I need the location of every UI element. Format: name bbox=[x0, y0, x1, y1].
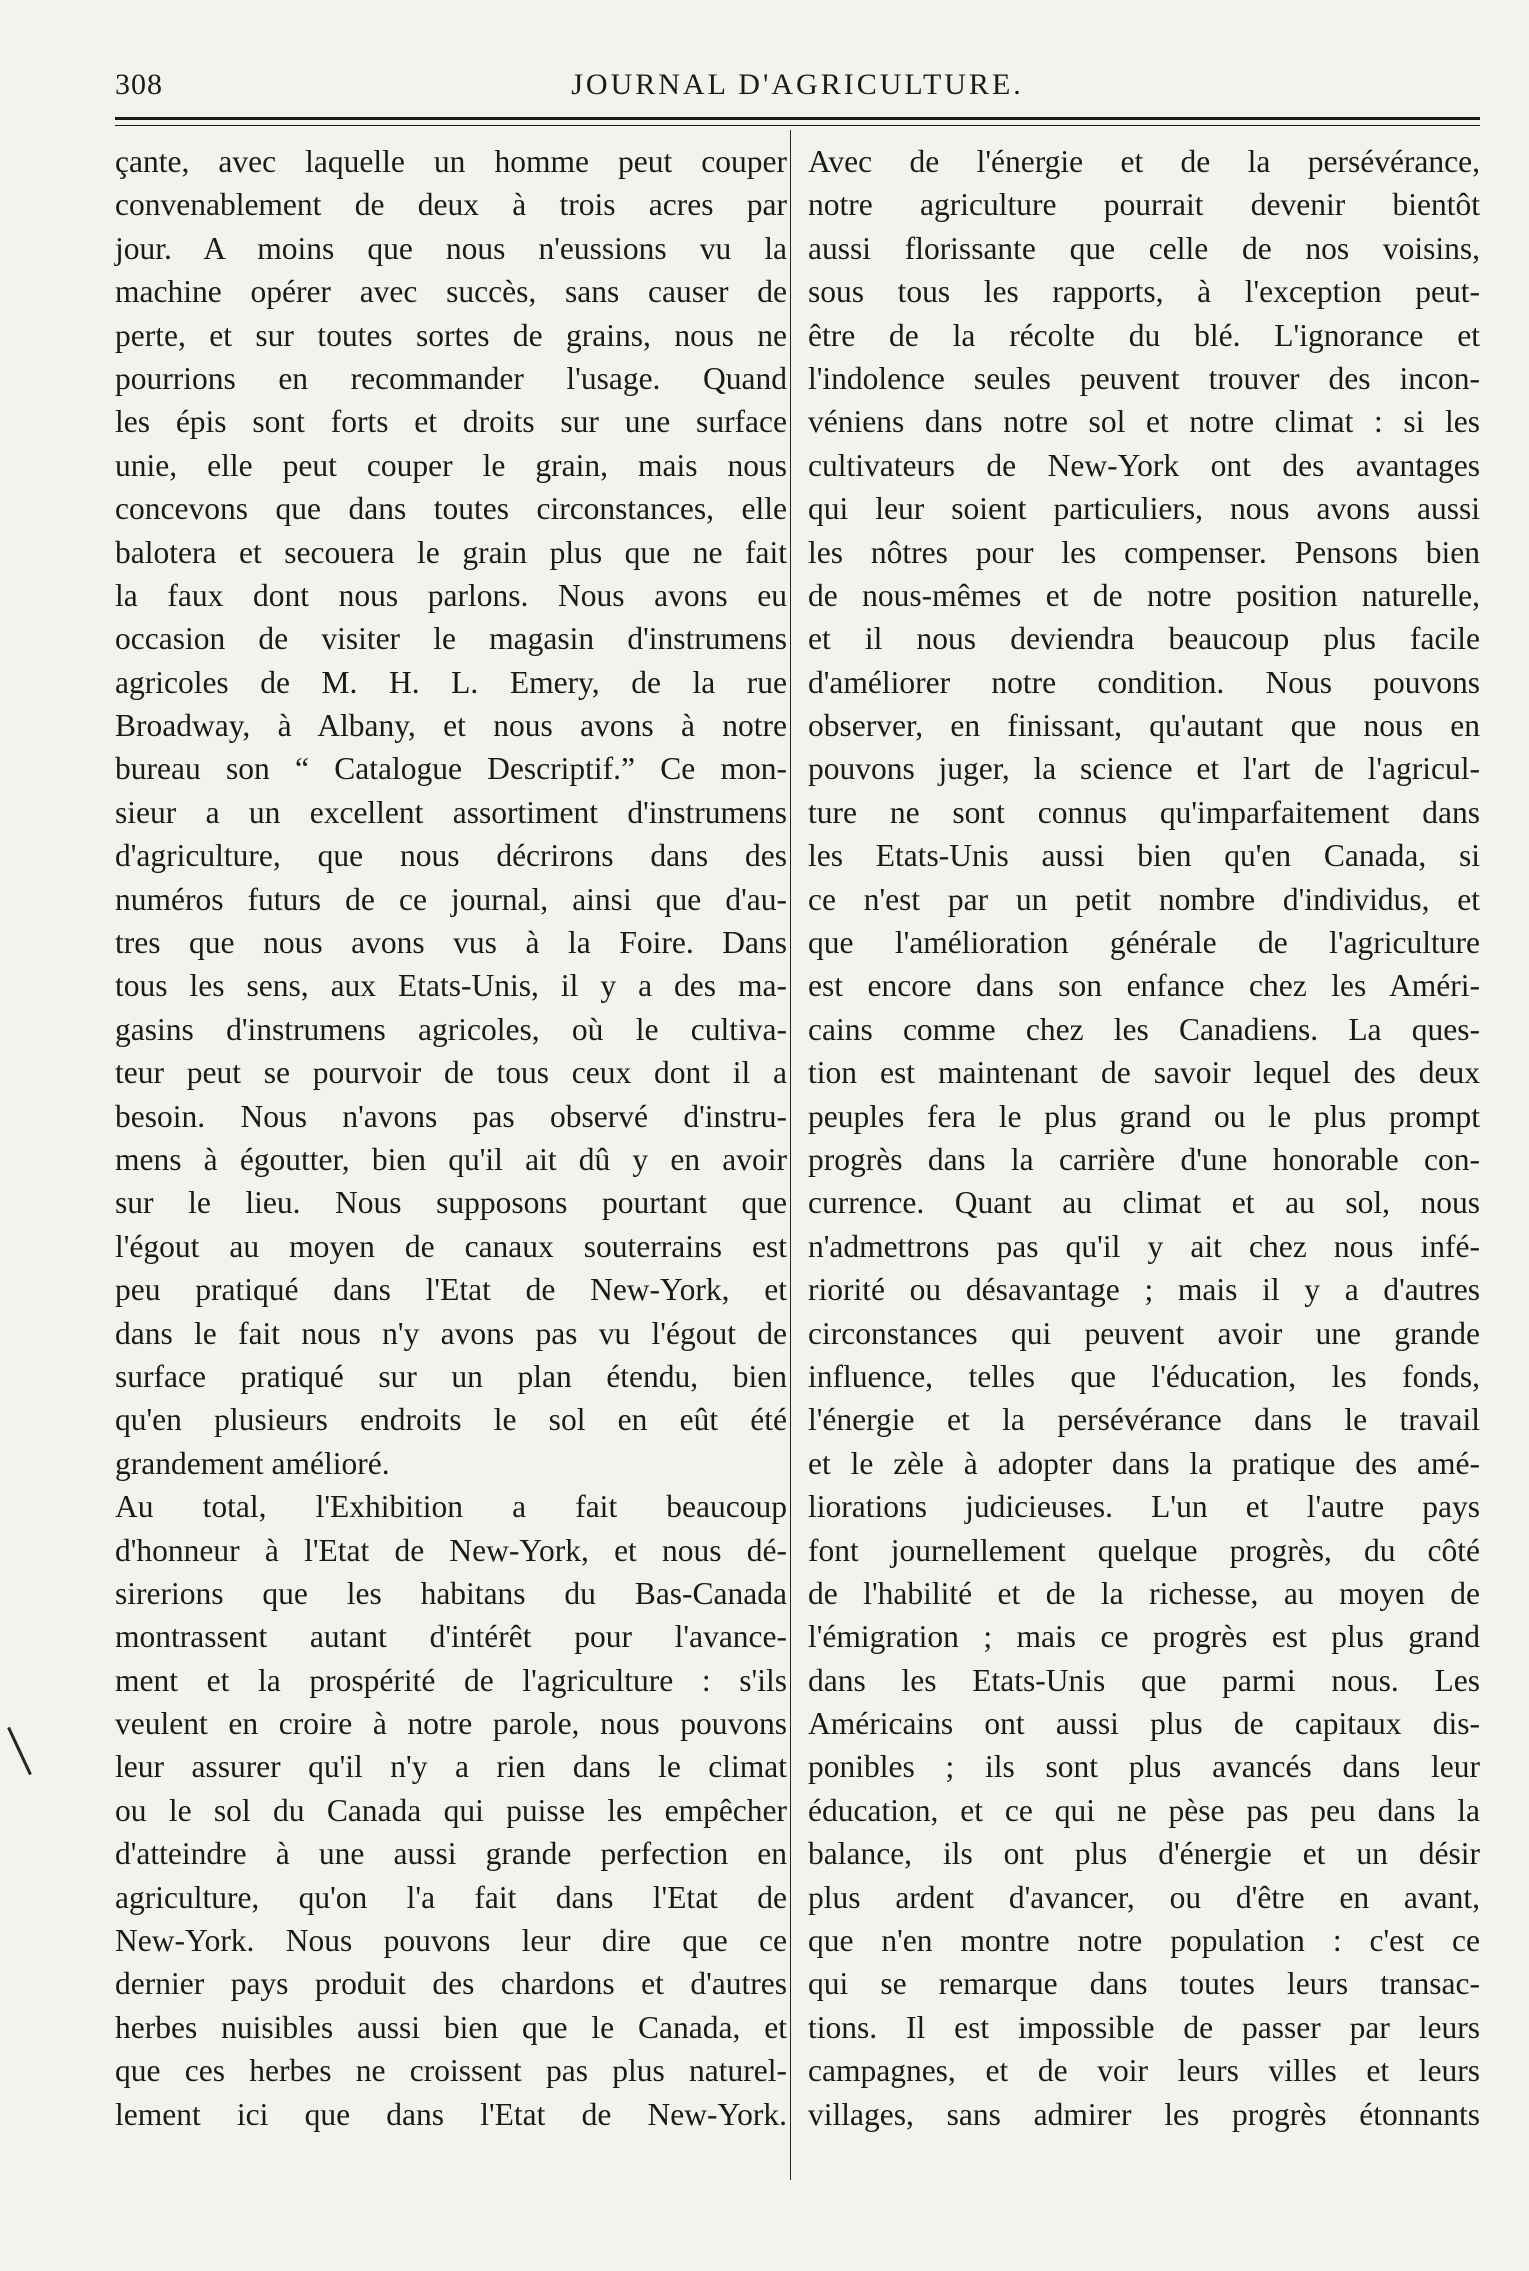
right-column bbox=[808, 140, 1480, 2136]
text-line: machine opérer avec succès, sans causer de bbox=[115, 274, 787, 310]
text-line: sirerions que les habitans du Bas-Canada bbox=[115, 1575, 787, 1611]
page-header bbox=[115, 68, 1480, 112]
text-line: sieur a un excellent assortiment d'instrumens bbox=[115, 794, 787, 830]
margin-mark bbox=[7, 1727, 32, 1775]
text-line: peu pratiqué dans l'Etat de New-York, et bbox=[115, 1272, 787, 1308]
text-line: l'égout au moyen de canaux souterrains est bbox=[115, 1228, 787, 1264]
text-line: jour. A moins que nous n'eussions vu la bbox=[115, 230, 787, 266]
text-line: cultivateurs de New-York ont des avantages bbox=[808, 447, 1480, 483]
text-line: pourrions en recommander l'usage. Quand bbox=[115, 360, 787, 396]
text-line: Avec de l'énergie et de la persévérance, bbox=[808, 144, 1480, 179]
text-line: besoin. Nous n'avons pas observé d'instru- bbox=[115, 1098, 787, 1134]
text-line: circonstances qui peuvent avoir une grande bbox=[808, 1315, 1480, 1351]
text-line: aussi florissante que celle de nos voisins, bbox=[808, 230, 1480, 266]
text-line: font journellement quelque progrès, du côté bbox=[808, 1532, 1480, 1568]
text-line: balotera et secouera le grain plus que ne fait bbox=[115, 534, 787, 570]
text-line: sous tous les rapports, à l'exception peut- bbox=[808, 274, 1480, 310]
text-line: n'admettrons pas qu'il y ait chez nous infé- bbox=[808, 1228, 1480, 1264]
text-line: veulent en croire à notre parole, nous pouvons bbox=[115, 1706, 787, 1742]
text-line: éducation, et ce qui ne pèse pas peu dans la bbox=[808, 1792, 1480, 1828]
text-line: tous les sens, aux Etats-Unis, il y a des ma- bbox=[115, 968, 787, 1004]
text-line: sur le lieu. Nous supposons pourtant que bbox=[115, 1185, 787, 1221]
text-line: dans les Etats-Unis que parmi nous. Les bbox=[808, 1662, 1480, 1698]
text-line: Américains ont aussi plus de capitaux dis- bbox=[808, 1706, 1480, 1742]
text-line: riorité ou désavantage ; mais il y a d'autres bbox=[808, 1272, 1480, 1308]
text-line: ou le sol du Canada qui puisse les empêcher bbox=[115, 1792, 787, 1828]
text-line: Broadway, à Albany, et nous avons à notre bbox=[115, 708, 787, 744]
text-line: que n'en montre notre population : c'est ce bbox=[808, 1923, 1480, 1959]
text-line: les nôtres pour les compenser. Pensons bien bbox=[808, 534, 1480, 570]
text-line: de l'habilité et de la richesse, au moyen de bbox=[808, 1575, 1480, 1611]
text-line: dans le fait nous n'y avons pas vu l'égout de bbox=[115, 1315, 787, 1351]
text-line: les Etats-Unis aussi bien qu'en Canada, si bbox=[808, 838, 1480, 874]
text-line: tions. Il est impossible de passer par leurs bbox=[808, 2009, 1480, 2045]
running-title: JOURNAL D'AGRICULTURE. bbox=[571, 68, 1024, 101]
text-line: peuples fera le plus grand ou le plus prompt bbox=[808, 1098, 1480, 1134]
text-line: qu'en plusieurs endroits le sol en eût été bbox=[115, 1402, 787, 1438]
header-rule-thin bbox=[115, 125, 1480, 126]
text-line: New-York. Nous pouvons leur dire que ce bbox=[115, 1923, 787, 1959]
text-line: de nous-mêmes et de notre position naturelle, bbox=[808, 577, 1480, 613]
text-line: liorations judicieuses. L'un et l'autre pays bbox=[808, 1489, 1480, 1525]
text-line: villages, sans admirer les progrès étonnants bbox=[808, 2096, 1480, 2132]
text-line: lement ici que dans l'Etat de New-York. bbox=[115, 2096, 787, 2132]
text-line: teur peut se pourvoir de tous ceux dont il a bbox=[115, 1055, 787, 1091]
text-line: ce n'est par un petit nombre d'individus, et bbox=[808, 881, 1480, 917]
text-line: ponibles ; ils sont plus avancés dans leur bbox=[808, 1749, 1480, 1785]
text-line: être de la récolte du blé. L'ignorance et bbox=[808, 317, 1480, 353]
text-line: d'atteindre à une aussi grande perfection en bbox=[115, 1836, 787, 1872]
text-line: surface pratiqué sur un plan étendu, bien bbox=[115, 1358, 787, 1394]
text-line: concevons que dans toutes circonstances, elle bbox=[115, 491, 787, 527]
text-line: occasion de visiter le magasin d'instrumens bbox=[115, 621, 787, 657]
text-line: d'agriculture, que nous décrirons dans des bbox=[115, 838, 787, 874]
text-line: plus ardent d'avancer, ou d'être en avant, bbox=[808, 1879, 1480, 1915]
text-line: est encore dans son enfance chez les Améri- bbox=[808, 968, 1480, 1004]
text-line: notre agriculture pourrait devenir bientôt bbox=[808, 187, 1480, 223]
text-line: l'indolence seules peuvent trouver des incon- bbox=[808, 360, 1480, 396]
text-line: que ces herbes ne croissent pas plus naturel- bbox=[115, 2053, 787, 2089]
text-line: unie, elle peut couper le grain, mais nous bbox=[115, 447, 787, 483]
text-line: et il nous deviendra beaucoup plus facile bbox=[808, 621, 1480, 657]
text-line: perte, et sur toutes sortes de grains, nous ne bbox=[115, 317, 787, 353]
text-line: agricoles de M. H. L. Emery, de la rue bbox=[115, 664, 787, 700]
text-line: balance, ils ont plus d'énergie et un désir bbox=[808, 1836, 1480, 1872]
text-line: numéros futurs de ce journal, ainsi que d'au- bbox=[115, 881, 787, 917]
text-line: ment et la prospérité de l'agriculture : s'ils bbox=[115, 1662, 787, 1698]
text-line: campagnes, et de voir leurs villes et leurs bbox=[808, 2053, 1480, 2089]
text-line: montrassent autant d'intérêt pour l'avance- bbox=[115, 1619, 787, 1655]
text-line: observer, en finissant, qu'autant que nous en bbox=[808, 708, 1480, 744]
text-line: d'améliorer notre condition. Nous pouvons bbox=[808, 664, 1480, 700]
text-line: d'honneur à l'Etat de New-York, et nous dé- bbox=[115, 1532, 787, 1568]
text-line: influence, telles que l'éducation, les fonds, bbox=[808, 1358, 1480, 1394]
text-line: çante, avec laquelle un homme peut couper bbox=[115, 144, 787, 179]
column-divider bbox=[790, 130, 791, 2180]
text-line: agriculture, qu'on l'a fait dans l'Etat de bbox=[115, 1879, 787, 1915]
text-line: Au total, l'Exhibition a fait beaucoup bbox=[115, 1489, 787, 1525]
text-line: herbes nuisibles aussi bien que le Canada, et bbox=[115, 2009, 787, 2045]
text-line: qui leur soient particuliers, nous avons aussi bbox=[808, 491, 1480, 527]
text-line: l'émigration ; mais ce progrès est plus grand bbox=[808, 1619, 1480, 1655]
text-line: currence. Quant au climat et au sol, nous bbox=[808, 1185, 1480, 1221]
left-column bbox=[115, 140, 787, 2136]
text-line: ture ne sont connus qu'imparfaitement dans bbox=[808, 794, 1480, 830]
text-line: cains comme chez les Canadiens. La ques- bbox=[808, 1011, 1480, 1047]
text-line: bureau son “ Catalogue Descriptif.” Ce mon- bbox=[115, 751, 787, 787]
text-line: et le zèle à adopter dans la pratique des amé- bbox=[808, 1445, 1480, 1481]
text-line: gasins d'instrumens agricoles, où le cultiva- bbox=[115, 1011, 787, 1047]
text-line: mens à égoutter, bien qu'il ait dû y en avoir bbox=[115, 1141, 787, 1177]
text-line: les épis sont forts et droits sur une surface bbox=[115, 404, 787, 440]
text-line: la faux dont nous parlons. Nous avons eu bbox=[115, 577, 787, 613]
text-line: pouvons juger, la science et l'art de l'agricul- bbox=[808, 751, 1480, 787]
text-line: dernier pays produit des chardons et d'autres bbox=[115, 1966, 787, 2002]
page-number: 308 bbox=[115, 68, 163, 101]
text-line: progrès dans la carrière d'une honorable con- bbox=[808, 1141, 1480, 1177]
header-rule-thick bbox=[115, 117, 1480, 120]
text-line: l'énergie et la persévérance dans le travail bbox=[808, 1402, 1480, 1438]
text-line: véniens dans notre sol et notre climat : si les bbox=[808, 404, 1480, 440]
text-line: convenablement de deux à trois acres par bbox=[115, 187, 787, 223]
text-line: qui se remarque dans toutes leurs transac- bbox=[808, 1966, 1480, 2002]
text-line: tres que nous avons vus à la Foire. Dans bbox=[115, 925, 787, 961]
text-line: tion est maintenant de savoir lequel des deux bbox=[808, 1055, 1480, 1091]
text-line: leur assurer qu'il n'y a rien dans le climat bbox=[115, 1749, 787, 1785]
text-line: grandement amélioré. bbox=[115, 1445, 390, 1481]
text-line: que l'amélioration générale de l'agriculture bbox=[808, 925, 1480, 961]
